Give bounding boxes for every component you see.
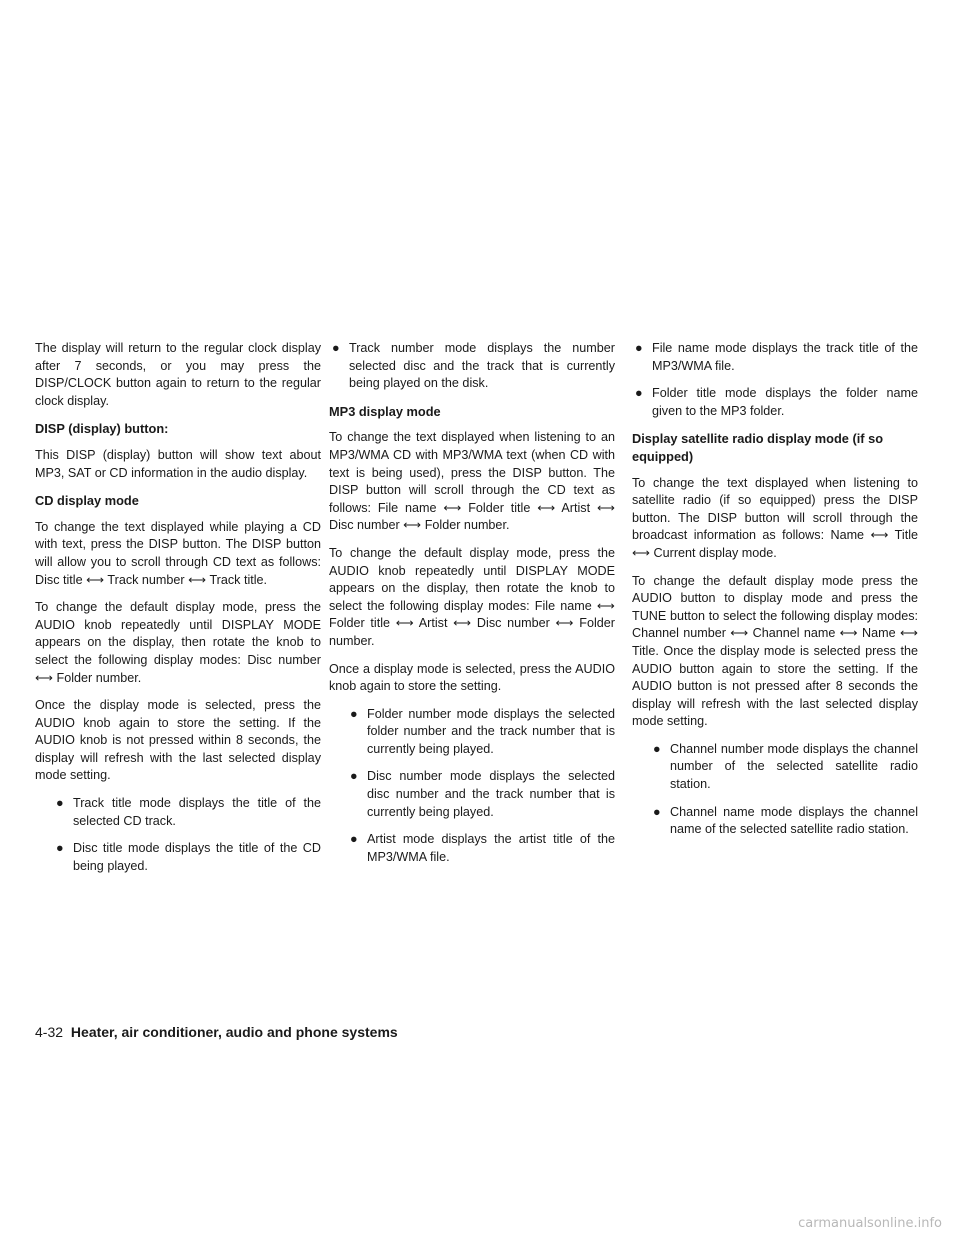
- bullet-icon: ●: [653, 804, 661, 819]
- paragraph: To change the default display mode, press the AUDIO knob repeatedly until DISPLAY MODE appears on the display, then rotate the knob to select the following display modes: File name ⟷ Folder title ⟷ Artist ⟷ Disc number ⟷ Folder number.: [329, 545, 615, 648]
- list-item: ● Folder title mode displays the folder name given to the MP3 folder.: [635, 386, 918, 418]
- paragraph: Once the display mode is selected, press the AUDIO knob again to store the setting. If the AUDIO knob is not pressed within 8 seconds, the display will refresh with the last selected display mode setting.: [35, 698, 321, 783]
- bullet-icon: ●: [332, 341, 340, 355]
- bullet-icon: ●: [653, 741, 661, 756]
- list-item: ● Disc number mode displays the selected disc number and the track number that is currently being played.: [350, 769, 615, 819]
- text-column-2: [329, 340, 615, 876]
- page-footer: [35, 1024, 398, 1040]
- paragraph: To change the text displayed when listening to satellite radio (if so equipped) press the DISP button. The DISP button will scroll through the broadcast information as follows: Name ⟷ Title ⟷ Current display mode.: [632, 475, 918, 560]
- list-item: ● Disc title mode displays the title of the CD being played.: [56, 841, 321, 873]
- list-item: ● Folder number mode displays the selected folder number and the track number that is currently being played.: [350, 706, 615, 756]
- text-column-3: [632, 340, 918, 849]
- bullet-icon: ●: [56, 841, 64, 856]
- bullet-list: [632, 741, 918, 839]
- bullet-list: [329, 706, 615, 867]
- paragraph: Once a display mode is selected, press the AUDIO knob again to store the setting.: [329, 661, 615, 694]
- list-item: ● Channel name mode displays the channel name of the selected satellite radio station.: [653, 804, 918, 837]
- watermark: carmanualsonline.info: [798, 1216, 942, 1231]
- bullet-icon: ●: [635, 341, 643, 355]
- bullet-icon: ●: [350, 769, 358, 784]
- page-number: 4-32: [35, 1024, 64, 1040]
- paragraph: This DISP (display) button will show text about MP3, SAT or CD information in the audio display.: [35, 447, 321, 480]
- bullet-icon: ●: [56, 796, 64, 811]
- bullet-list: [35, 795, 321, 875]
- bullet-list: [329, 340, 615, 393]
- list-item: ● Track title mode displays the title of the selected CD track.: [56, 796, 321, 828]
- list-item: ● Channel number mode displays the channel number of the selected satellite radio station.: [653, 741, 918, 792]
- text-column-1: [35, 340, 321, 885]
- section-heading: Display satellite radio display mode (if so equipped): [632, 431, 884, 464]
- bullet-icon: ●: [350, 706, 358, 721]
- paragraph: To change the text displayed when listening to an MP3/WMA CD with MP3/WMA text (when CD with text is being used), press the DISP button. The DISP button will scroll through the CD text as follows: File name ⟷ Folder title ⟷ Artist ⟷ Disc number ⟷ Folder number.: [329, 430, 615, 533]
- paragraph: To change the default display mode press the AUDIO button to display mode and press the TUNE button to select the following display modes: Channel number ⟷ Channel name ⟷ Name ⟷ Title. Once the display mode is selected press the AUDIO button again to store the setting. If the AUDIO button is not pressed after 8 seconds the display will refresh with the last selected display mode setting.: [632, 573, 918, 729]
- paragraph: To change the text displayed while playing a CD with text, press the DISP button. The DISP button will allow you to scroll through CD text as follows: Disc title ⟷ Track number ⟷ Track title.: [35, 519, 321, 587]
- section-heading: MP3 display mode: [329, 403, 441, 419]
- paragraph: The display will return to the regular clock display after 7 seconds, or you may press the DISP/CLOCK button again to return to the regular clock display.: [35, 341, 321, 408]
- paragraph: To change the default display mode, press the AUDIO knob repeatedly until DISPLAY MODE appears on the display, then rotate the knob to select the following display modes: Disc number ⟷ Folder number.: [35, 600, 321, 685]
- list-item: ● Artist mode displays the artist title of the MP3/WMA file.: [350, 832, 615, 864]
- section-heading: CD display mode: [35, 493, 139, 509]
- bullet-list: [632, 340, 918, 420]
- list-item: ● Track number mode displays the number selected disc and the track that is currently being played on the disk.: [332, 341, 615, 391]
- section-heading: DISP (display) button:: [35, 421, 169, 437]
- list-item: ● File name mode displays the track title of the MP3/WMA file.: [635, 341, 918, 373]
- section-title: Heater, air conditioner, audio and phone systems: [70, 1024, 398, 1040]
- bullet-icon: ●: [350, 832, 358, 847]
- bullet-icon: ●: [635, 386, 643, 401]
